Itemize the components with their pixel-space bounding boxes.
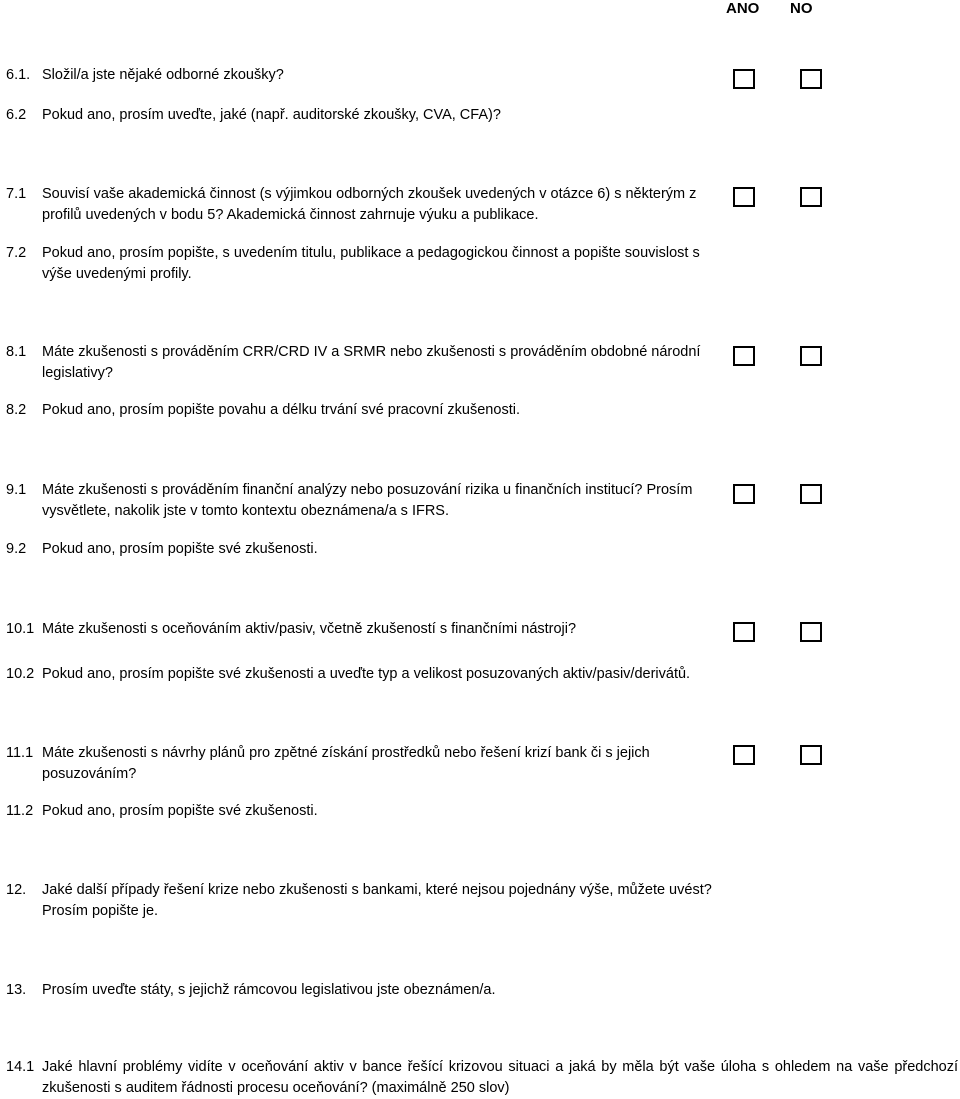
- question-12: [6, 880, 958, 922]
- question-7-2: [6, 243, 958, 285]
- question-text: Máte zkušenosti s oceňováním aktiv/pasiv, včetně zkušeností s finančními nástroji?: [42, 621, 577, 637]
- question-number: 11.1: [6, 745, 34, 761]
- checkbox-9-1-no[interactable]: [800, 484, 822, 504]
- question-text: Pokud ano, prosím uveďte, jaké (např. auditorské zkoušky, CVA, CFA)?: [42, 107, 501, 123]
- question-text: Pokud ano, prosím popište své zkušenosti.: [42, 803, 318, 819]
- question-number: 7.1: [6, 186, 27, 202]
- checkbox-8-1-no[interactable]: [800, 346, 822, 366]
- question-text: Jaké další případy řešení krize nebo zkušenosti s bankami, které nejsou pojednány výše, můžete uvést? Prosím popište je.: [42, 882, 712, 919]
- question-text: Máte zkušenosti s prováděním finanční analýzy nebo posuzování rizika u finančních institucí? Prosím vysvětlete, nakolik jste v tomto kontextu obeznámena/a s IFRS.: [42, 482, 693, 519]
- question-8-2: [6, 400, 958, 421]
- question-text: Souvisí vaše akademická činnost (s výjimkou odborných zkoušek uvedených v otázce 6) s některým z profilů uvedených v bodu 5? Akademická činnost zahrnuje výuku a publikace.: [42, 186, 697, 223]
- checkbox-7-1-yes[interactable]: [733, 187, 755, 207]
- checkbox-6-1-yes[interactable]: [733, 69, 755, 89]
- question-number: 13.: [6, 982, 27, 998]
- question-number: 11.2: [6, 803, 34, 819]
- header-no: NO: [790, 0, 813, 17]
- question-text: Pokud ano, prosím popište své zkušenosti a uveďte typ a velikost posuzovaných aktiv/pasiv/derivátů.: [42, 666, 691, 682]
- question-text: Máte zkušenosti s prováděním CRR/CRD IV a SRMR nebo zkušenosti s prováděním obdobné národní legislativy?: [42, 344, 701, 381]
- question-6-2: [6, 105, 958, 126]
- question-number: 14.1: [6, 1059, 35, 1075]
- question-number: 6.2: [6, 107, 27, 123]
- question-number: 10.1: [6, 621, 35, 637]
- question-10-2: [6, 664, 958, 685]
- checkbox-10-1-no[interactable]: [800, 622, 822, 642]
- checkbox-11-1-yes[interactable]: [733, 745, 755, 765]
- checkbox-8-1-yes[interactable]: [733, 346, 755, 366]
- question-text: Pokud ano, prosím popište povahu a délku trvání své pracovní zkušenosti.: [42, 402, 520, 418]
- header-yes: ANO: [726, 0, 760, 17]
- question-text: Máte zkušenosti s návrhy plánů pro zpětné získání prostředků nebo řešení krizí bank či s jejich posuzováním?: [42, 745, 650, 782]
- checkbox-11-1-no[interactable]: [800, 745, 822, 765]
- checkbox-6-1-no[interactable]: [800, 69, 822, 89]
- question-13: [6, 980, 958, 1001]
- question-number: 6.1.: [6, 67, 31, 83]
- question-text: Prosím uveďte státy, s jejichž rámcovou legislativou jste obeznámen/a.: [42, 982, 496, 998]
- question-number: 8.1: [6, 344, 27, 360]
- question-number: 10.2: [6, 666, 35, 682]
- question-text: Pokud ano, prosím popište, s uvedením titulu, publikace a pedagogickou činnost a popište souvislost s výše uvedenými profily.: [42, 245, 700, 282]
- question-number: 9.2: [6, 541, 27, 557]
- question-text: Pokud ano, prosím popište své zkušenosti.: [42, 541, 318, 557]
- checkbox-9-1-yes[interactable]: [733, 484, 755, 504]
- question-9-2: [6, 539, 958, 560]
- question-number: 8.2: [6, 402, 27, 418]
- question-number: 9.1: [6, 482, 27, 498]
- question-number: 12.: [6, 882, 27, 898]
- checkbox-10-1-yes[interactable]: [733, 622, 755, 642]
- question-14-1: [6, 1057, 958, 1099]
- question-text: Jaké hlavní problémy vidíte v oceňování aktiv v bance řešící krizovou situaci a jaká by měla být vaše úloha s ohledem na vaše předchozí zkušenosti s auditem řádnosti procesu oceňování? (maximálně 250 slov): [42, 1059, 958, 1096]
- question-11-2: [6, 801, 958, 822]
- checkbox-7-1-no[interactable]: [800, 187, 822, 207]
- question-text: Složil/a jste nějaké odborné zkoušky?: [42, 67, 284, 83]
- question-number: 7.2: [6, 245, 27, 261]
